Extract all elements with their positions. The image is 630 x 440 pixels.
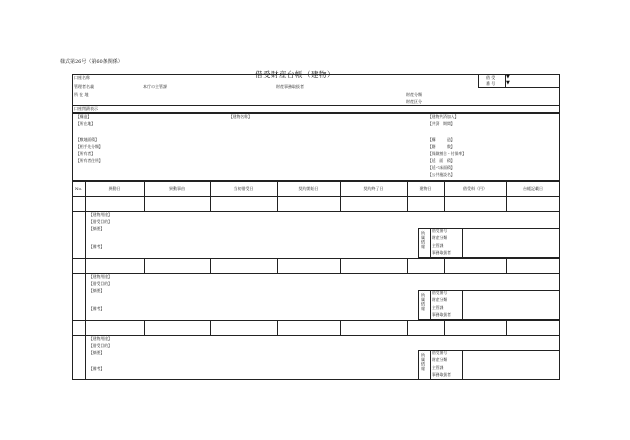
side-item: 主管課 — [432, 305, 444, 310]
usage-label: 【建物用途】 — [89, 212, 112, 217]
department-label: 本庁の主管課 — [143, 84, 167, 89]
insurance-period-label: 【共済 期間】 — [428, 121, 455, 126]
record-line — [72, 258, 560, 259]
summary-label: 【摘要】 — [89, 226, 105, 231]
col-divider — [144, 196, 145, 211]
column-header: 契約開始日 — [298, 185, 319, 191]
side-item: 主管課 — [432, 365, 444, 370]
purpose-label: 【借受目的】 — [89, 219, 112, 224]
col-divider — [506, 258, 507, 273]
column-header: No. — [74, 186, 83, 191]
structure-label: 【構造】 — [76, 114, 92, 119]
affiliation-divider — [430, 228, 431, 258]
col-divider — [340, 320, 341, 335]
column-header: 異動事由 — [169, 185, 185, 191]
usage-label: 【建物用途】 — [89, 274, 112, 279]
structure2-label: 【構 造】 — [428, 137, 455, 142]
account-name-label: 口座名称 — [74, 75, 90, 80]
col-divider — [340, 196, 341, 211]
record-line — [72, 273, 560, 274]
record-line — [72, 335, 560, 336]
col-divider — [210, 320, 211, 335]
side-item: 財産分類 — [432, 357, 448, 362]
col-divider — [407, 320, 408, 335]
side-item: 借受番号 — [432, 350, 448, 355]
public-facility-label: 【公共施設名】 — [428, 172, 455, 177]
col-divider — [407, 196, 408, 211]
summary-label: 【摘要】 — [89, 288, 105, 293]
col-divider — [506, 320, 507, 335]
account-closed-label: 口座閉鎖表示 — [74, 106, 98, 111]
building-name-label: 【建物名称】 — [229, 114, 252, 119]
remarks-label: 【備考】 — [89, 244, 105, 249]
remarks-label: 【備考】 — [89, 306, 105, 311]
side-item: 財産分類 — [432, 235, 448, 240]
record-line — [72, 320, 560, 321]
col-divider — [277, 258, 278, 273]
column-header: 契約終了日 — [363, 185, 384, 191]
floor-area-label: 【延 面 積】 — [428, 158, 455, 163]
site-area-label: 【敷地面積】 — [76, 137, 99, 142]
side-item: 財産分類 — [432, 297, 448, 302]
flag-icon: ▼ — [506, 74, 510, 80]
col-divider — [210, 196, 211, 211]
counterparty-label: 【相手先分類】 — [76, 144, 103, 149]
purpose-label: 【借受目的】 — [89, 281, 112, 286]
affiliation-label: 所属情報 — [421, 293, 426, 311]
property-division-label: 財産区分 — [406, 99, 422, 104]
column-header: 台帳記載日 — [523, 185, 543, 191]
insurance-label: 【建物共済加入】 — [428, 114, 459, 119]
purpose-label: 【借受目的】 — [89, 343, 112, 348]
remarks-label: 【備考】 — [89, 366, 105, 371]
floors-label: 【階 数】 — [428, 144, 455, 149]
column-header: 建物日 — [419, 185, 432, 191]
col-divider — [506, 196, 507, 211]
summary-label: 【摘要】 — [89, 350, 105, 355]
col-divider — [144, 258, 145, 273]
side-item: 事務取扱者 — [432, 250, 451, 255]
col-divider — [444, 196, 445, 211]
header-row-line — [72, 196, 560, 197]
owner-address-label: 【所有者住所】 — [76, 158, 103, 163]
side-item: 主管課 — [432, 243, 444, 248]
affiliation-label: 所属情報 — [421, 231, 426, 249]
page-title: 借受財産台帳（建物） — [255, 70, 335, 79]
location-label: 所 在 地 — [74, 92, 89, 97]
col-divider — [444, 258, 445, 273]
affiliation-divider — [430, 290, 431, 320]
loan-label-1: 借 受 — [486, 75, 496, 80]
col-divider — [210, 258, 211, 273]
manager-name-label: 管理者名義 — [74, 84, 94, 89]
address-label: 【所在地】 — [76, 121, 95, 126]
side-item: 事務取扱者 — [432, 372, 451, 377]
flag-icon: ▼ — [506, 80, 510, 86]
form-number: 様式第26号（第60条関係） — [60, 59, 123, 65]
loan-label-2: 番 号 — [486, 81, 496, 86]
col-divider — [144, 320, 145, 335]
col-divider — [444, 320, 445, 335]
header-divider — [72, 105, 560, 106]
affiliation-divider — [462, 228, 463, 258]
side-item: 借受番号 — [432, 290, 448, 295]
info-block — [72, 113, 560, 181]
record-line — [72, 211, 560, 212]
affiliation-divider — [462, 290, 463, 320]
col-divider — [277, 196, 278, 211]
col-divider — [277, 320, 278, 335]
affiliation-divider — [462, 350, 463, 380]
affiliation-label: 所属情報 — [421, 353, 426, 371]
insurance-ratio-label: 【保険割合・付保率】 — [428, 151, 466, 156]
total-floor-label: 【延べ床面積】 — [428, 165, 455, 170]
side-item: 借受番号 — [432, 228, 448, 233]
property-category-label: 財産分類 — [406, 92, 422, 97]
side-item: 事務取扱者 — [432, 312, 451, 317]
property-officer-label: 財産事務取扱者 — [276, 84, 304, 89]
column-header: 当初借受日 — [233, 185, 254, 191]
col-divider — [407, 258, 408, 273]
usage-label: 【建物用途】 — [89, 336, 112, 341]
col-divider — [340, 258, 341, 273]
column-header: 借受料（円） — [463, 185, 487, 191]
owner-label: 【所有者】 — [76, 151, 95, 156]
affiliation-divider — [430, 350, 431, 380]
column-header: 異動日 — [108, 185, 121, 191]
